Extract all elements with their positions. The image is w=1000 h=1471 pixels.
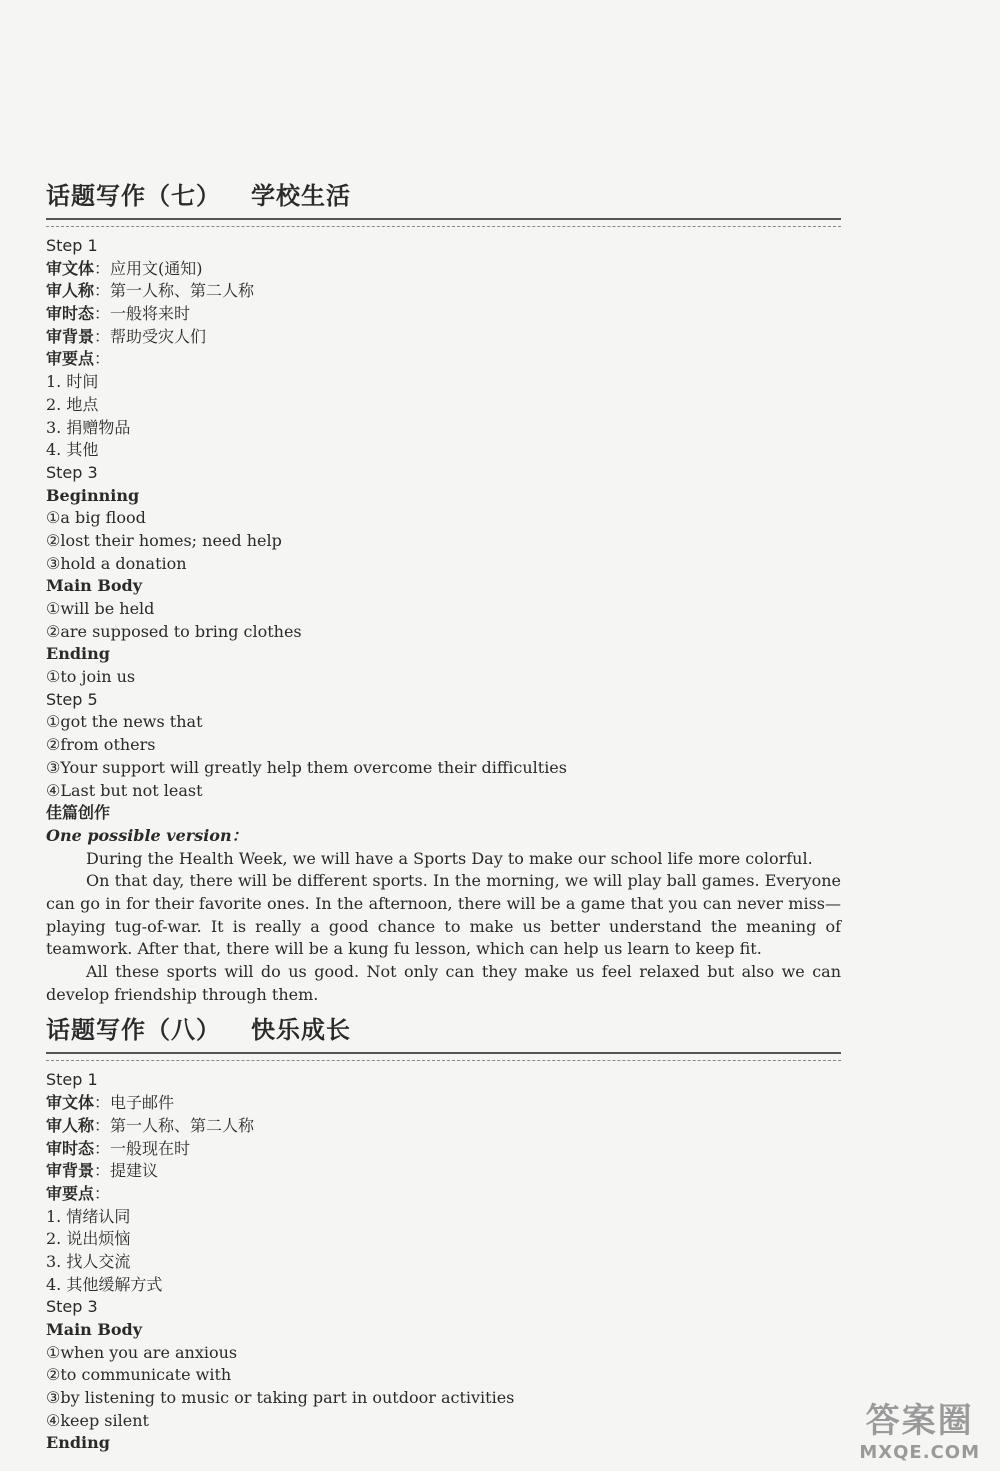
list-item: ②to communicate with <box>46 1365 232 1385</box>
subheading: Ending <box>46 644 110 664</box>
section-divider <box>46 218 841 227</box>
list-item: 2. 地点 <box>46 394 99 414</box>
list-item: ③Your support will greatly help them overcome their difficulties <box>46 757 567 777</box>
list-item: ②from others <box>46 735 156 755</box>
step-heading: Step 1 <box>46 236 98 255</box>
list-item: 4. 其他 <box>46 440 99 460</box>
section-title: 话题写作（七） 学校生活 <box>46 182 351 210</box>
step-heading: Step 3 <box>46 1297 98 1317</box>
review-line: 审人称：第一人称、第二人称 <box>46 1115 255 1135</box>
list-item: 4. 其他缓解方式 <box>46 1274 163 1294</box>
review-line: 审时态：一般现在时 <box>46 1138 191 1158</box>
review-line: 审背景：帮助受灾人们 <box>46 326 207 346</box>
list-item: ①will be held <box>46 599 155 618</box>
subheading: Beginning <box>46 485 140 505</box>
review-line: 审要点： <box>46 1183 111 1203</box>
list-item: ①a big flood <box>46 508 146 528</box>
list-item: ①got the news that <box>46 712 203 732</box>
list-item: ④keep silent <box>46 1410 149 1430</box>
section-school-life <box>46 178 841 1006</box>
step-heading: Step 3 <box>46 462 98 482</box>
watermark-text: 答案圈 <box>865 1401 974 1441</box>
subheading: Main Body <box>46 1320 143 1340</box>
watermark-logo <box>859 1393 980 1463</box>
subheading: Ending <box>46 1433 110 1453</box>
review-line: 审时态：一般将来时 <box>46 304 191 324</box>
list-item: ③hold a donation <box>46 553 187 573</box>
list-item: 1. 情绪认同 <box>46 1206 131 1226</box>
list-item: ②are supposed to bring clothes <box>46 621 302 641</box>
section-divider <box>46 1052 841 1061</box>
document-page <box>46 178 841 1455</box>
review-line: 审文体：应用文(通知) <box>46 258 203 278</box>
list-item: ②lost their homes; need help <box>46 530 282 550</box>
review-line: 审文体：电子邮件 <box>46 1093 175 1113</box>
list-item: ③by listening to music or taking part in outdoor activities <box>46 1388 515 1408</box>
list-item: 3. 找人交流 <box>46 1251 131 1271</box>
step-heading: Step 1 <box>46 1070 98 1090</box>
subheading: Main Body <box>46 576 143 596</box>
step-heading: Step 5 <box>46 689 98 709</box>
essay-paragraph: On that day, there will be different sports. In the morning, we will play ball games. Everyone can go in for their favorite ones. In the afternoon, there will be a game that you can never miss—playing tug-of-war. It is really a good chance to make us better understand the meaning of teamwork. After that, there will be a kung fu lesson, which can help us learn to keep fit. <box>46 871 841 959</box>
review-line: 审背景：提建议 <box>46 1161 159 1181</box>
version-label: One possible version： <box>46 825 248 845</box>
review-line: 审要点： <box>46 349 111 369</box>
list-item: 2. 说出烦恼 <box>46 1229 131 1249</box>
list-item: 1. 时间 <box>46 372 99 392</box>
list-item: ①to join us <box>46 667 136 687</box>
watermark-url: MXQE.COM <box>859 1442 980 1463</box>
list-item: ①when you are anxious <box>46 1342 238 1362</box>
essay-heading: 佳篇创作 <box>46 803 111 823</box>
essay-paragraph: During the Health Week, we will have a Sports Day to make our school life more colorful. <box>86 848 813 868</box>
section-happy-growth <box>46 1012 841 1455</box>
essay-paragraph: All these sports will do us good. Not only can they make us feel relaxed but also we can develop friendship through them. <box>46 962 841 1004</box>
list-item: 3. 捐赠物品 <box>46 417 131 437</box>
section-title: 话题写作（八） 快乐成长 <box>46 1016 351 1045</box>
list-item: ④Last but not least <box>46 780 203 800</box>
review-line: 审人称：第一人称、第二人称 <box>46 281 255 301</box>
